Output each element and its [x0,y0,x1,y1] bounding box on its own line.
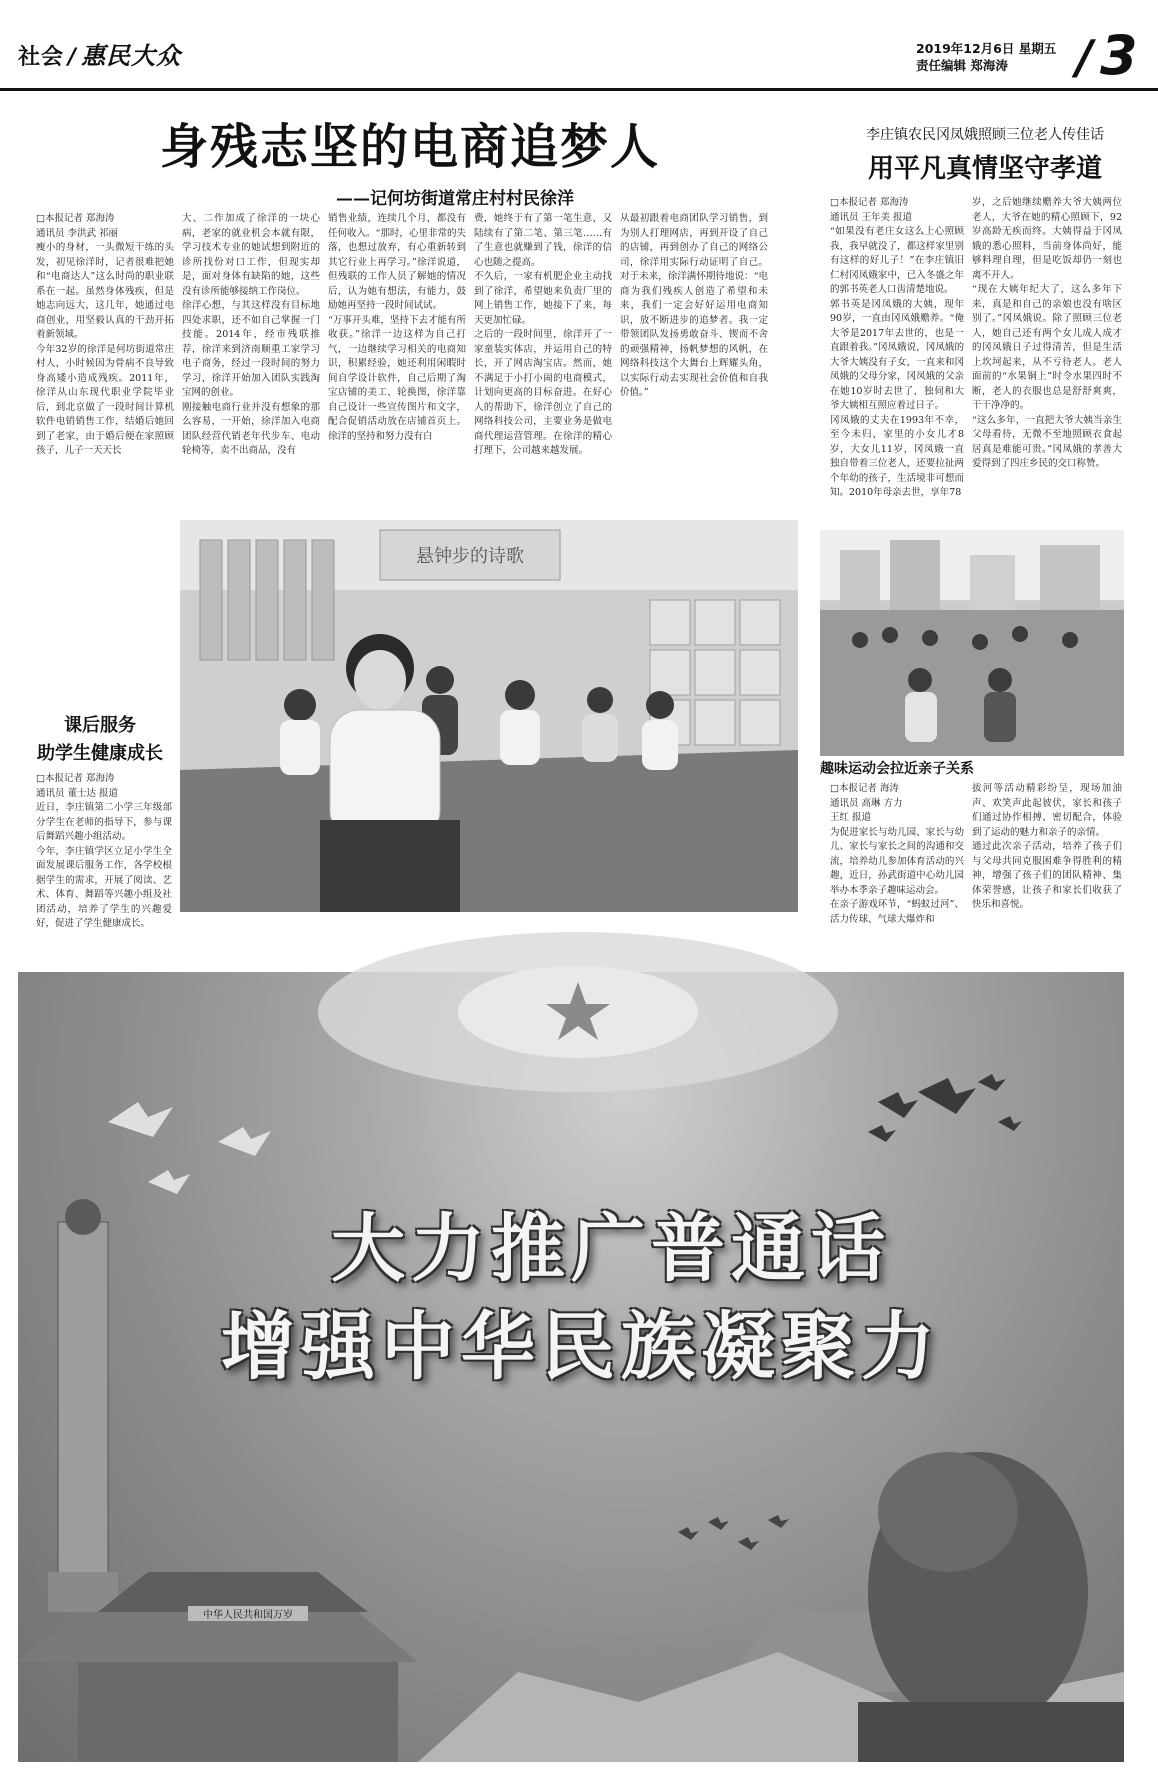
main-article-column-1: □本报记者 郑海涛 通讯员 李洪武 祁丽 瘦小的身材，一头微短干练的头发，初见徐洋时，记者很难把她和“电商达人”这么时尚的职业联系在一起。虽然身体残疾，但是她志向远大，这几年，她通过电商创业，用坚毅认真的干劲开拓着新领域。 今年32岁的徐洋是何坊街道常庄村人，小时候因为骨病不良导致身高矮小造成残疾。2011年，徐洋从山东现代职业学院毕业后，到北京做了一段时间计算机软件电销销售工作，结婚后她回到了老家，由于婚后便在家照顾孩子，儿子一天天长 [36,213,174,456]
date-block [916,40,1056,74]
side-article-kicker: 李庄镇农民冈凤娥照顾三位老人传佳话 [866,127,1104,143]
issue-date: 2019年12月6日 星期五 [916,41,1057,56]
bird-icon [978,1074,1006,1091]
banner-slogan-line-1: 大力推广普通话 [331,1206,891,1292]
section-label [18,36,181,71]
dance-class-photo [180,520,798,912]
side-article-column-1: □本报记者 郑海涛 通讯员 王年美 报道 “如果没有老庄女这么上心照顾我，我早就没了，都这样家里别有这样的好儿子！”在李庄镇旧仁村冈凤娥家中，已入冬盛之年的郭书英老人口齿清楚地说。 郭书英是冈凤娥的大姨，现年90岁，一直由冈凤娥赡养。“俺大爷是2017年去世的，也是一直跟着我。”冈凤娥说，冈凤娥的大爷大姨没有子女，一直来和冈凤娥的父母分家，冈凤娥的父亲在她10岁时去世了，独伺和大爷大姨相互照应着过日子。 冈凤娥的丈夫在1993年不幸，至今未归，家里的小女儿才8岁，大女儿11岁，冈凤娥一直独自带着三位老人，还要拉扯两个年幼的孩子，生活境非可想而知。2010年母亲去世，享年78 [830,197,964,498]
bird-icon [918,1078,976,1114]
responsible-editor: 责任编辑 郑海涛 [916,58,1008,73]
left-article-title-line-1: 课后服务 [64,715,136,736]
sports-meet-photo [820,530,1124,756]
section-divider: / [68,45,78,70]
section-brand: 惠民大众 [81,41,182,70]
main-article-column-2: 大、二作加成了徐洋的一块心病，老家的就业机会本就有限，学习技术专业的她试想到附近的诊所找份对口工作，但现实却是，面对身体有缺陷的她，这些没有诊所能够接纳工作岗位。 徐洋心想，与其这样没有目标地四处求职，还不如自己掌握一门技能。2014年，经市残联推荐，徐洋来到济南顺重工家学习电子商务，经过一段时间的努力学习，徐洋开始加入团队实践淘宝网的创业。 刚接触电商行业并没有想象的那么容易，一开始，徐洋加入电商团队经营代销老年代步车、电动轮椅等，卖不出商品，没有 [182,213,320,456]
main-subhead: ——记何坊街道常庄村村民徐洋 [336,189,574,209]
page-number: 3 [1100,24,1138,87]
sports-meet-column-2: 拔河等活动精彩纷呈，现场加油声、欢笑声此起彼伏，家长和孩子们通过协作相搏、密切配合，体验到了运动的魅力和亲子的亲情。 通过此次亲子活动，培养了孩子们与父母共同克服困难争得胜利的精神，增强了孩子们的团队精神、集体荣誉感，让孩子和家长们收获了快乐和喜悦。 [972,783,1122,910]
banner-slogan-line-2: 增强中华民族凝聚力 [221,1304,941,1390]
main-headline: 身残志坚的电商追梦人 [159,119,660,175]
left-article-body: □本报记者 郑海涛 通讯员 董士达 报道 近日，李庄镇第二小学三年级部分学生在老师的指导下，参与课后舞蹈兴趣小组活动。 今年，李庄镇学区立足小学生全面发展课后服务工作，各学校根据学生的需求，开展了阅读、艺术、体育、舞蹈等兴趣小组及社团活动，培养了学生的兴趣爱好，促进了学生健康成长。 [36,773,172,929]
page-number-divider: / [1076,30,1093,84]
main-article-column-4: 费，她终于有了第一笔生意，又陆续有了第二笔、第三笔……有了生意也就赚到了钱，徐洋的信心也随之提高。 不久后，一家有机肥企业主动找到了徐洋，希望她来负责厂里的网上销售工作，她接下了来，每天更加忙碌。 之后的一段时间里，徐洋开了一家童装实体店，并运用自己的特长，开了网店淘宝店。然而，她不满足于小打小闹的电商模式，计划向更高的目标奋进。在好心人的帮助下，徐洋创立了自己的网络科技公司，主要业务是做电商代理运营管理。在徐洋的精心打理下，公司越来越发展。 [474,213,612,456]
header-rule [0,88,1158,91]
mandarin-promotion-banner [18,972,1124,1762]
left-article-title [20,712,180,768]
gate-sign: 中华人民共和国万岁 [188,1606,308,1621]
left-article-title-line-2: 助学生健康成长 [37,743,163,764]
main-article-column-5: 从最初跟着电商团队学习销售，到为别人打理网店，再到开设了自己的店铺，再到创办了自己的网络公司，徐洋用实际行动证明了自己。对于未来，徐洋满怀期待地说：“电商为我们残疾人创造了希望和未来，我们一定会好好运用电商知识，放不断进步的追梦者。我一定带领团队发扬勇敢奋斗、锲而不舍的顽强精神，扬帆梦想的风帆，在网络科技这个大舞台上辉耀头角，以实际行动去实现社会价值和自我价值。” [620,213,768,398]
sports-meet-illustration [820,530,1124,756]
dove-icon [108,1102,173,1137]
bird-icon [998,1116,1022,1131]
bird-icon [878,1092,918,1118]
bird-icon [868,1125,896,1142]
dove-icon [218,1127,271,1156]
classroom-banner: 悬钟步的诗歌 [416,546,524,567]
section-name: 社会 [18,45,65,70]
side-article-column-2: 岁，之后她继续赡养大爷大姨两位老人，大爷在她的精心照顾下，92岁高龄无疾而终。大姨得益于冈凤娥的悉心照料，当前身体尚好，能够料理自理，但是吃饭却仍一刻也离不开人。 “现在大姨年纪大了，这么多年下来，真是和自己的亲娘也没有啥区别了。”冈凤娥说。除了照顾三位老人，她自己还有两个女儿成人成才的冈凤娥日子过得清苦，但是生活上坎坷起来，从不亏待老人。老人面前的“水果铜上”时令水果四时不断，老人的衣服也总是舒舒爽爽，干干净净的。 “这么多年，一直把大爷大姨当亲生父母看待，无微不至地照顾衣食起居真是难能可贵。”冈凤娥的孝善大爱得到了四庄乡民的交口称赞。 [972,197,1122,469]
side-article-title: 用平凡真情坚守孝道 [867,154,1102,184]
main-article-column-3: 销售业绩，连续几个月，都没有任何收入。“那时，心里非常的失落，也想过放弃，有心重新转到其它行业上再学习。”徐洋说道，但残联的工作人员了解她的情况后，认为她有想法，有能力，鼓励她再坚持一段时间试试。 “万事开头难，坚持下去才能有所收获。”徐洋一边这样为自己打气，一边继续学习相关的电商知识，积累经验，她还利用闲暇时间自学设计软件，自己后期了淘宝店铺的美工、轮换图，徐洋靠自己设计一些宣传图片和文字，配合促销活动放在店铺首页上。徐洋的坚持和努力没有白 [328,213,466,442]
dance-class-illustration [180,520,798,912]
page-header [18,24,1140,87]
sports-meet-caption: 趣味运动会拉近亲子关系 [820,761,974,777]
sports-meet-column-1: □本报记者 海涛 通讯员 高琳 方力 王红 报道 为促进家长与幼儿园、家长与幼儿、家长与家长之间的沟通和交流，培养幼儿参加体育活动的兴趣，近日，孙武街道中心幼儿园举办本季亲子趣味运动会。 在亲子游戏环节，“蚂蚁过河”、活力传球、气球大爆炸和 [830,783,964,925]
